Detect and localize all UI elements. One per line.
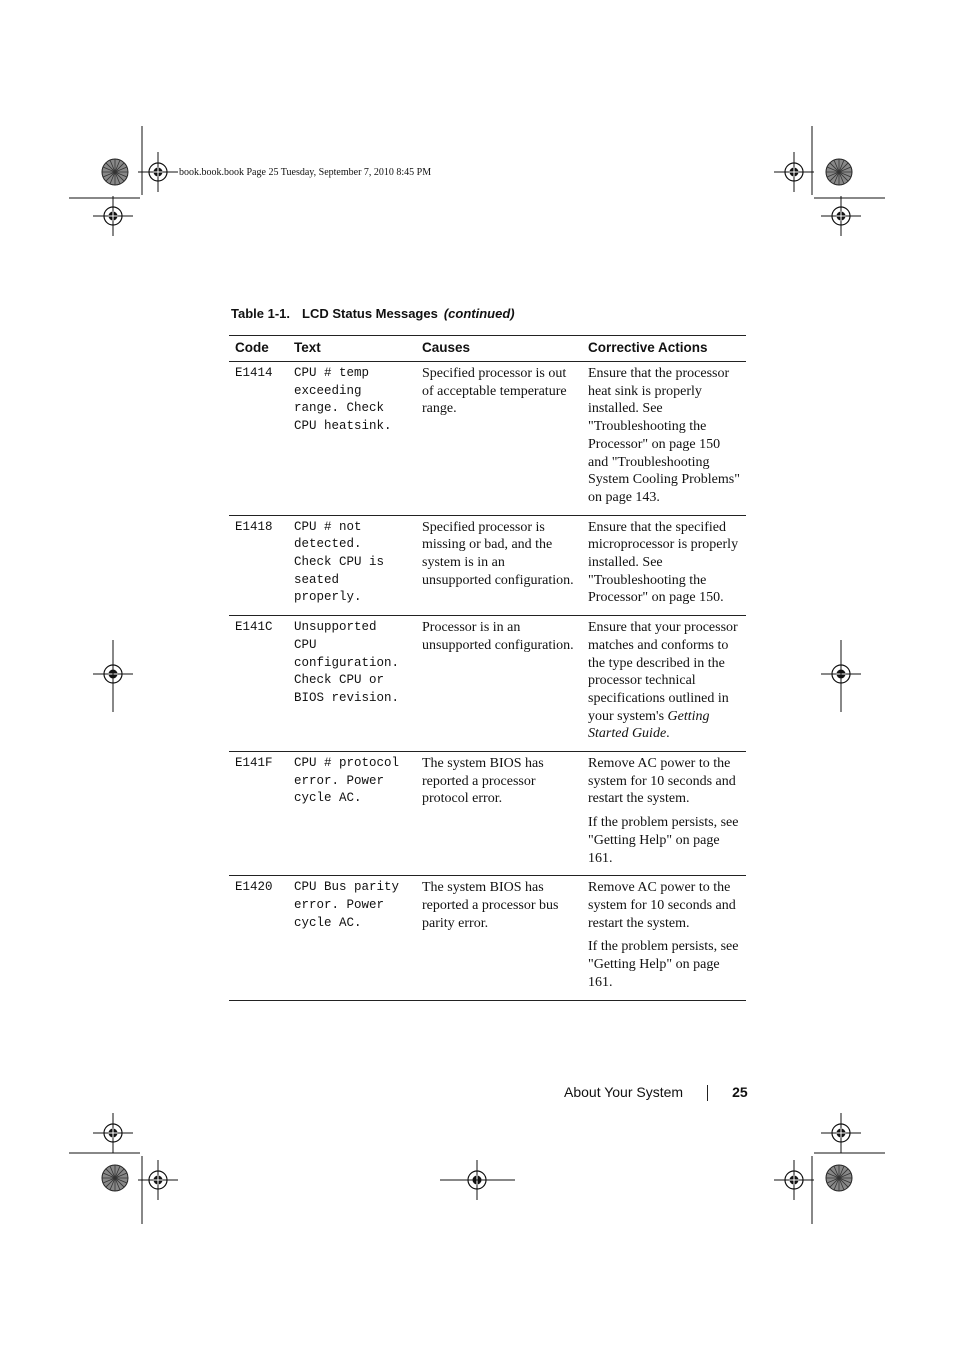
action-paragraph: Remove AC power to the system for 10 seconds and restart the system. (588, 756, 736, 807)
action-text-tail: . (666, 726, 670, 742)
guide-title: Getting Started Guide (588, 708, 710, 742)
cell-actions (582, 515, 746, 616)
table-caption (231, 306, 515, 321)
table-number: Table 1-1. (231, 306, 291, 321)
table-row (229, 752, 746, 876)
table-row (229, 876, 746, 1000)
cell-causes: Specified processor is out of acceptable temperature range. (416, 362, 582, 516)
footer-section-title: About Your System (564, 1084, 684, 1100)
action-paragraph (588, 619, 740, 743)
cell-code: E1414 (229, 362, 288, 516)
cell-code: E1420 (229, 876, 288, 1000)
action-paragraph: If the problem persists, see "Getting Help" on page 161. (588, 939, 739, 990)
cell-causes: Processor is in an unsupported configuration. (416, 616, 582, 752)
cell-text: CPU Bus parity error. Power cycle AC. (288, 876, 416, 1000)
table-row (229, 362, 746, 516)
cell-causes: The system BIOS has reported a processor protocol error. (416, 752, 582, 876)
print-header-slug: book.book.book Page 25 Tuesday, September 7, 2010 8:45 PM (179, 167, 432, 178)
page-footer (564, 1084, 748, 1101)
cell-causes: The system BIOS has reported a processor bus parity error. (416, 876, 582, 1000)
page-number: 25 (732, 1084, 748, 1100)
cell-causes: Specified processor is missing or bad, and the system is in an unsupported configuration. (416, 515, 582, 616)
action-paragraph: Remove AC power to the system for 10 seconds and restart the system. (588, 880, 736, 931)
table-continued-label: (continued) (443, 306, 515, 321)
lcd-status-messages-table (229, 335, 746, 1001)
cell-actions (582, 616, 746, 752)
column-header-text: Text (288, 336, 416, 362)
cell-text: CPU # temp exceeding range. Check CPU heatsink. (288, 362, 416, 516)
cell-actions (582, 362, 746, 516)
table-header-row (229, 336, 746, 362)
cell-code: E141C (229, 616, 288, 752)
cell-code: E1418 (229, 515, 288, 616)
table-title: LCD Status Messages (302, 306, 438, 321)
table-row (229, 515, 746, 616)
cell-actions (582, 876, 746, 1000)
cell-text: CPU # protocol error. Power cycle AC. (288, 752, 416, 876)
cell-text: Unsupported CPU configuration. Check CPU or BIOS revision. (288, 616, 416, 752)
table-row (229, 616, 746, 752)
action-paragraph: If the problem persists, see "Getting Help" on page 161. (588, 815, 739, 866)
column-header-code: Code (229, 336, 288, 362)
cell-code: E141F (229, 752, 288, 876)
action-paragraph: Ensure that the specified microprocessor is properly installed. See "Troubleshooting the Processor" on page 150. (588, 519, 739, 606)
action-text: Ensure that your processor matches and conforms to the type described in the processor technical specifications outlined in your system's (588, 620, 738, 724)
footer-divider (707, 1085, 708, 1101)
column-header-corrective-actions: Corrective Actions (582, 336, 746, 362)
action-paragraph: Ensure that the processor heat sink is properly installed. See "Troubleshooting the Processor" on page 150 and "Troubleshooting System Cooling Problems" on page 143. (588, 366, 740, 505)
cell-actions (582, 752, 746, 876)
column-header-causes: Causes (416, 336, 582, 362)
cell-text: CPU # not detected. Check CPU is seated properly. (288, 515, 416, 616)
